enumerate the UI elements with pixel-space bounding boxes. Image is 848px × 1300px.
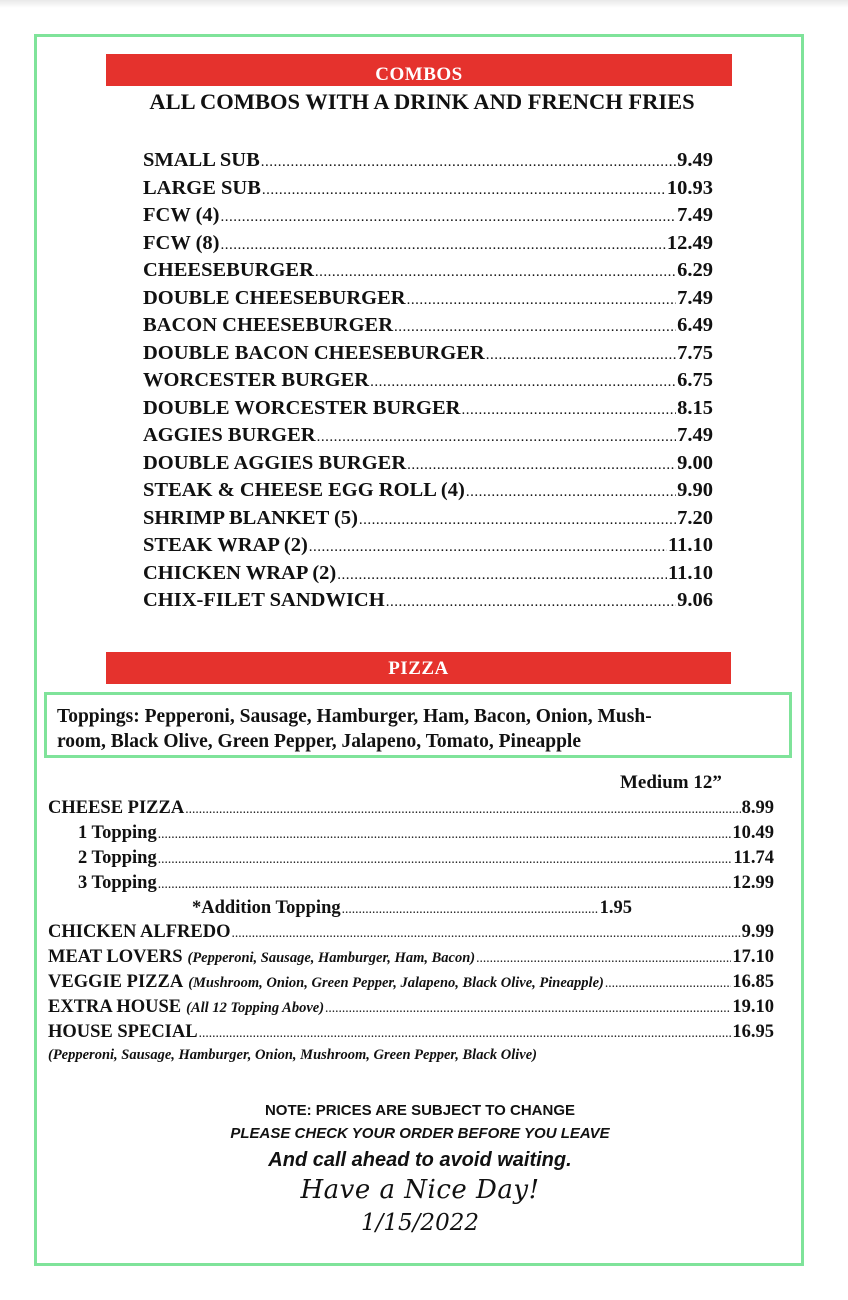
combo-item-price: 6.75 [677, 369, 713, 391]
dot-leader [158, 876, 732, 892]
combo-item-price: 10.93 [666, 176, 713, 199]
combo-item-price: 8.15 [677, 396, 713, 419]
combo-item-name: STEAK & CHEESE EGG ROLL (4) [143, 479, 465, 501]
combo-item [143, 204, 713, 232]
combo-item-price: 7.20 [677, 506, 713, 529]
pizza-item [48, 823, 774, 848]
dot-leader [370, 374, 676, 391]
pizza-item-price: 19.10 [732, 997, 774, 1018]
combo-item-name: CHEESEBURGER [143, 259, 314, 281]
combo-item-name: FCW (8) [143, 231, 220, 254]
menu-date: 1/15/2022 [361, 1210, 479, 1236]
pizza-list [48, 798, 774, 1047]
pizza-item [48, 898, 632, 923]
pizza-banner: PIZZA [106, 652, 731, 684]
combo-item [143, 314, 713, 342]
dot-leader [407, 292, 677, 309]
pizza-item-price: 11.74 [733, 847, 774, 868]
pizza-item [48, 947, 774, 972]
toppings-line: Toppings: Pepperoni, Sausage, Hamburger, Ham, Bacon, Onion, Mush- [57, 706, 652, 727]
pizza-item [48, 798, 774, 823]
combo-item [143, 452, 713, 480]
pizza-item-price: 1.95 [599, 897, 632, 918]
dot-leader [309, 539, 667, 556]
combo-item [143, 232, 713, 260]
greeting: Have a Nice Day! [300, 1175, 540, 1205]
combo-item [143, 589, 713, 617]
combo-item [143, 479, 713, 507]
pizza-item-note: (Pepperoni, Sausage, Hamburger, Ham, Bacon) [187, 950, 476, 967]
dot-leader [199, 1025, 732, 1041]
page-top-shadow [0, 0, 848, 8]
pizza-item-price: 10.49 [732, 822, 774, 843]
combo-item-name: CHIX-FILET SANDWICH [143, 589, 385, 611]
dot-leader [359, 512, 676, 529]
dot-leader [231, 925, 740, 941]
combo-item-price: 6.49 [677, 314, 713, 336]
dot-leader [185, 801, 740, 817]
combo-item-price: 11.10 [668, 561, 713, 584]
pizza-item-price: 12.99 [732, 872, 774, 893]
combo-item-price: 9.00 [677, 451, 713, 474]
combo-item-name: BACON CHEESEBURGER [143, 314, 394, 336]
combo-item [143, 259, 713, 287]
house-special-note: (Pepperoni, Sausage, Hamburger, Onion, Mushroom, Green Pepper, Black Olive) [48, 1047, 537, 1063]
size-header: Medium 12” [620, 772, 722, 793]
dot-leader [337, 567, 667, 584]
pizza-item-name: 2 Topping [78, 847, 157, 868]
dot-leader [386, 594, 676, 611]
combo-item-price: 7.49 [677, 424, 713, 446]
combo-item-price: 7.49 [677, 286, 713, 309]
combo-item [143, 534, 713, 562]
combos-list [143, 149, 713, 617]
dot-leader [262, 182, 666, 199]
pizza-item-name: *Addition Topping [192, 897, 341, 918]
dot-leader [221, 237, 666, 254]
combo-item [143, 562, 713, 590]
pizza-item-price: 16.85 [732, 972, 774, 993]
combo-item [143, 369, 713, 397]
combo-item-price: 7.75 [677, 341, 713, 364]
combo-item [143, 149, 713, 177]
pizza-item [48, 873, 774, 898]
combo-item-name: SMALL SUB [143, 149, 260, 171]
combo-item [143, 177, 713, 205]
combo-item-price: 7.49 [677, 204, 713, 226]
pizza-item-note: (Mushroom, Onion, Green Pepper, Jalapeno, Black Olive, Pineapple) [188, 975, 604, 992]
combos-subtitle: ALL COMBOS WITH A DRINK AND FRENCH FRIES [149, 89, 695, 114]
dot-leader [466, 484, 676, 501]
pizza-item-name: VEGGIE PIZZA [48, 972, 184, 993]
combo-item [143, 397, 713, 425]
pizza-item-name: CHEESE PIZZA [48, 798, 185, 818]
combo-item-price: 6.29 [677, 259, 713, 281]
combo-item-price: 12.49 [666, 231, 713, 254]
pizza-item-note: (All 12 Topping Above) [186, 1000, 325, 1017]
combo-item [143, 342, 713, 370]
pizza-item [48, 1022, 774, 1047]
check-order-note: PLEASE CHECK YOUR ORDER BEFORE YOU LEAVE [230, 1125, 610, 1142]
pizza-item-name: HOUSE SPECIAL [48, 1022, 198, 1043]
pizza-item-name: 1 Topping [78, 822, 157, 843]
dot-leader [315, 264, 676, 281]
pizza-item [48, 848, 774, 873]
pizza-item [48, 972, 774, 997]
dot-leader [261, 154, 676, 171]
combo-item-name: AGGIES BURGER [143, 424, 316, 446]
combo-item-name: DOUBLE WORCESTER BURGER [143, 396, 461, 419]
combo-item-price: 9.49 [677, 149, 713, 171]
combo-item-name: DOUBLE AGGIES BURGER [143, 451, 407, 474]
combo-item-price: 9.06 [677, 589, 713, 611]
combo-item-name: STEAK WRAP (2) [143, 534, 308, 556]
combo-item-name: DOUBLE CHEESEBURGER [143, 286, 406, 309]
pizza-item [48, 997, 774, 1022]
dot-leader [325, 1000, 731, 1016]
pizza-item-price: 8.99 [741, 798, 774, 818]
dot-leader [461, 402, 676, 419]
dot-leader [476, 950, 731, 966]
dot-leader [317, 429, 677, 446]
toppings-box [44, 692, 792, 758]
combo-item-name: DOUBLE BACON CHEESEBURGER [143, 341, 485, 364]
dot-leader [221, 209, 677, 226]
pizza-item-price: 17.10 [732, 947, 774, 968]
dot-leader [158, 851, 733, 867]
combo-item-name: WORCESTER BURGER [143, 369, 370, 391]
pizza-item-name: CHICKEN ALFREDO [48, 922, 231, 943]
call-ahead-note: And call ahead to avoid waiting. [268, 1149, 572, 1171]
dot-leader [394, 319, 676, 336]
combo-item [143, 424, 713, 452]
dot-leader [407, 457, 676, 474]
dot-leader [605, 975, 732, 991]
pizza-item-price: 16.95 [732, 1022, 774, 1043]
combo-item [143, 287, 713, 315]
dot-leader [486, 347, 676, 364]
dot-leader [158, 826, 732, 842]
dot-leader [342, 901, 599, 917]
pizza-item-name: 3 Topping [78, 872, 157, 893]
pizza-item-name: EXTRA HOUSE [48, 997, 182, 1018]
combo-item [143, 507, 713, 535]
combo-item-name: SHRIMP BLANKET (5) [143, 506, 358, 529]
combo-item-price: 11.10 [668, 534, 713, 556]
combo-item-name: FCW (4) [143, 204, 220, 226]
pizza-item [48, 922, 774, 947]
combo-item-name: CHICKEN WRAP (2) [143, 561, 337, 584]
pizza-item-price: 9.99 [741, 922, 774, 943]
combo-item-price: 9.90 [677, 479, 713, 501]
toppings-line: room, Black Olive, Green Pepper, Jalapeno, Tomato, Pineapple [57, 731, 581, 752]
price-change-note: NOTE: PRICES ARE SUBJECT TO CHANGE [264, 1102, 576, 1119]
combos-banner: COMBOS [106, 54, 732, 86]
combo-item-name: LARGE SUB [143, 176, 261, 199]
pizza-item-name: MEAT LOVERS [48, 947, 183, 968]
